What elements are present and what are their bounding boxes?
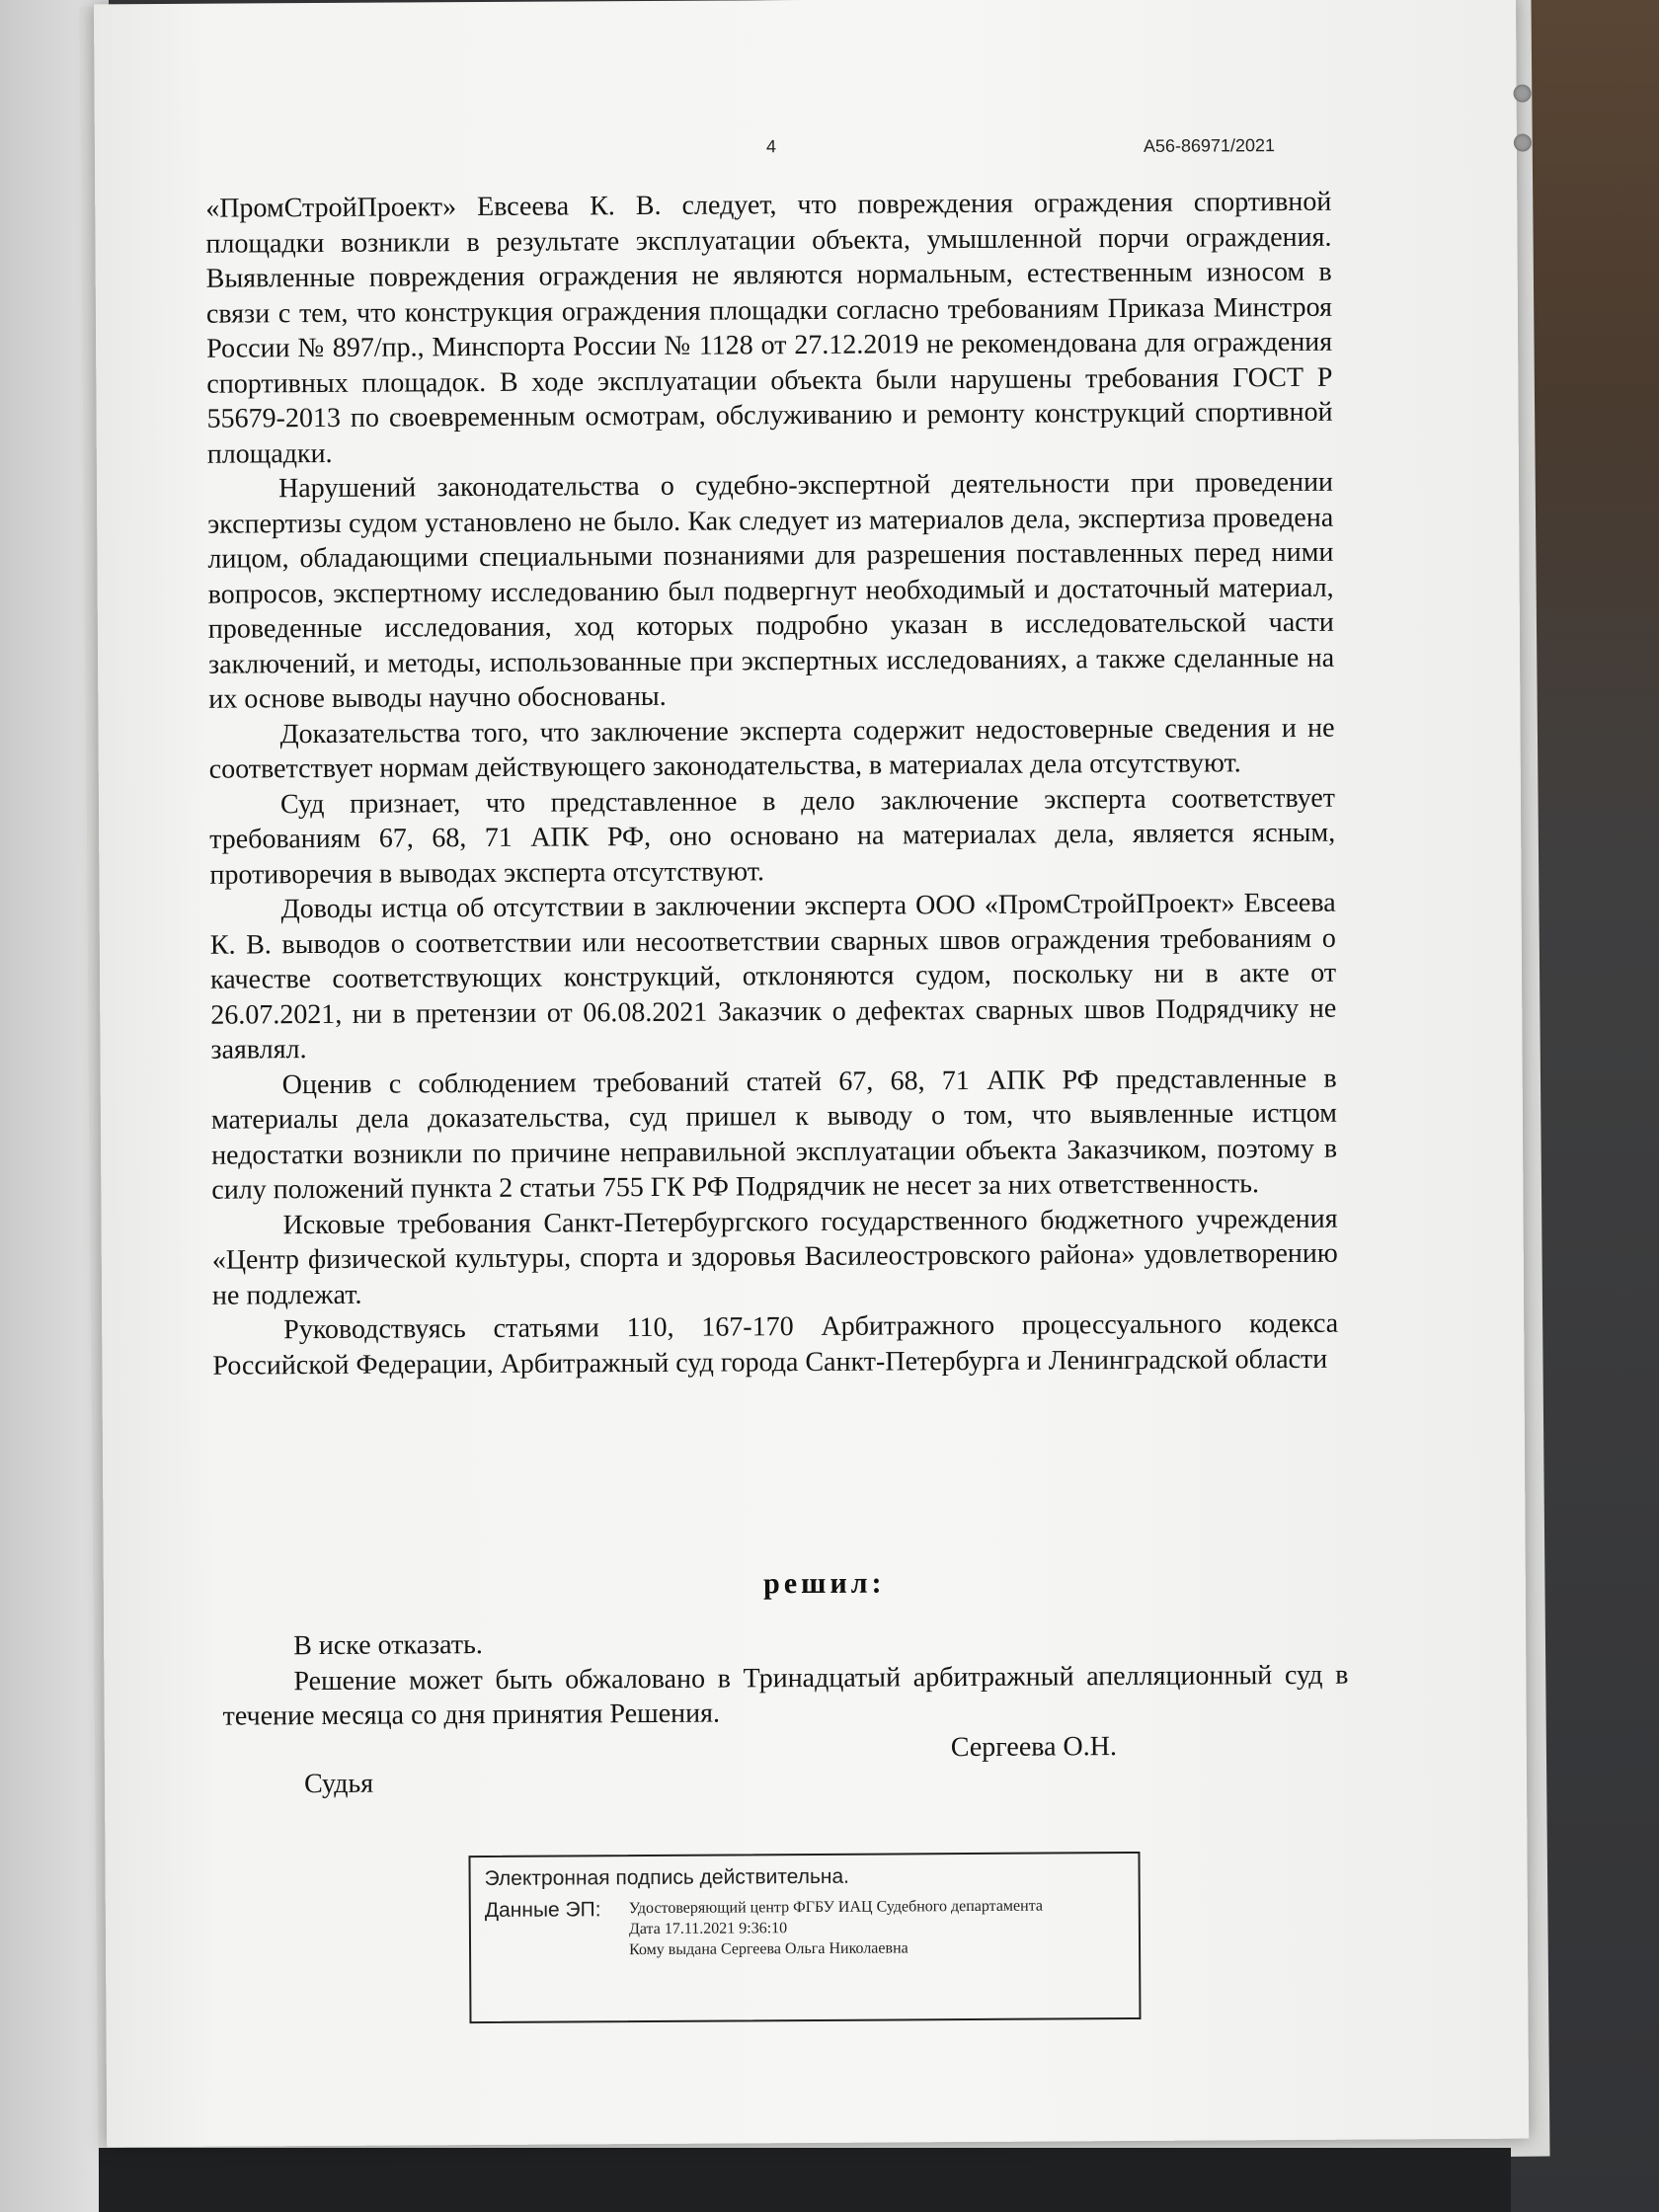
signature-details (629, 1896, 1044, 1961)
paragraph: Доказательства того, что заключение эксперта содержит недостоверные сведения и не соответствует нормам действующего законодательства, в материалах дела отсутствуют. (208, 712, 1335, 785)
paragraph: «ПромСтройПроект» Евсеева К. В. следует, что повреждения ограждения спортивной площадки возникли в результате эксплуатации объекта, умышленной порчи ограждения. Выявленные повреждения ограждения не являются нормальным, естественным износом в связи с тем, что конструкция ограждения площадки согласно требованиям Приказа Минстроя России № 897/пр., Минспорта России № 1128 от 27.12.2019 не рекомендована для ограждения спортивных площадок. В ходе эксплуатации объекта были нарушены требования ГОСТ Р 55679-2013 по своевременным осмотрам, обслуживанию и ремонту конструкций спортивной площадки. (205, 186, 1333, 470)
e-signature-stamp (468, 1852, 1141, 2023)
document-body (205, 185, 1338, 1383)
resolution-line: В иске отказать. (293, 1629, 483, 1662)
page-number: 4 (765, 136, 776, 157)
decision-heading: решил: (762, 1566, 886, 1601)
signature-issued-to: Кому выдана Сергеева Ольга Николаевна (629, 1939, 908, 1959)
page-header (95, 132, 1517, 171)
resolution-line: Решение может быть обжаловано в Тринадцатый арбитражный апелляционный суд в течение месяца со дня принятия Решения. (222, 1659, 1349, 1732)
paragraph: Нарушений законодательства о судебно-экспертной деятельности при проведении экспертизы судом установлено не было. Как следует из материалов дела, экспертиза проведена лицом, обладающими специальными познаниями для разрешения поставленных перед ними вопросов, экспертному исследованию был подвергнут необходимый и достаточный материал, проведенные исследования, ход которых подробно указан в исследовательской части заключений, и методы, использованные при экспертных исследованиях, а также сделанные на их основе выводы научно обоснованы. (207, 466, 1335, 715)
paragraph: Руководствуясь статьями 110, 167-170 Арбитражного процессуального кодекса Российской Федерации, Арбитражный суд города Санкт-Петербурга и Ленинградской области (212, 1307, 1339, 1382)
judge-name: Сергеева О.Н. (950, 1731, 1118, 1764)
signature-data-row (485, 1895, 1125, 1961)
resolution-block (222, 1622, 1349, 1734)
judge-label: Судья (303, 1768, 374, 1800)
signature-date: Дата 17.11.2021 9:36:10 (628, 1920, 788, 1938)
punch-hole (1514, 85, 1532, 103)
paragraph: Суд признает, что представленное в дело заключение эксперта соответствует требованиям 67, 68, 71 АПК РФ, оно основано на материалах дела, является ясным, противоречия в выводах эксперта отсутствуют. (209, 782, 1336, 891)
document-page (94, 0, 1529, 2147)
bottom-shadow (99, 2148, 1511, 2212)
paragraph: Исковые требования Санкт-Петербургского государственного бюджетного учреждения «Центр физической культуры, спорта и здоровья Василеостровского района» удовлетворению не подлежат. (211, 1203, 1338, 1311)
signature-valid-text: Электронная подпись действительна. (484, 1864, 850, 1891)
signature-data-label: Данные ЭП: (484, 1898, 601, 1923)
paragraph: Доводы истца об отсутствии в заключении эксперта ООО «ПромСтройПроект» Евсеева К. В. выводов о соответствии или несоответствии сварных швов ограждения требованиям о качестве соответствующих конструкций, отклоняются судом, поскольку ни в акте от 26.07.2021, ни в претензии от 06.08.2021 Заказчик о дефектах сварных швов Подрядчику не заявлял. (209, 887, 1337, 1066)
paragraph: Оценив с соблюдением требований статей 67, 68, 71 АПК РФ представленные в материалы дела доказательства, суд пришел к выводу о том, что выявленные истцом недостатки возникли по причине неправильной эксплуатации объекта Заказчиком, поэтому в силу положений пункта 2 статьи 755 ГК РФ Подрядчик не несет за них ответственность. (210, 1063, 1338, 1206)
signature-issuer: Удостоверяющий центр ФГБУ ИАЦ Судебного департамента (628, 1897, 1044, 1918)
case-number: А56-86971/2021 (1143, 135, 1276, 156)
